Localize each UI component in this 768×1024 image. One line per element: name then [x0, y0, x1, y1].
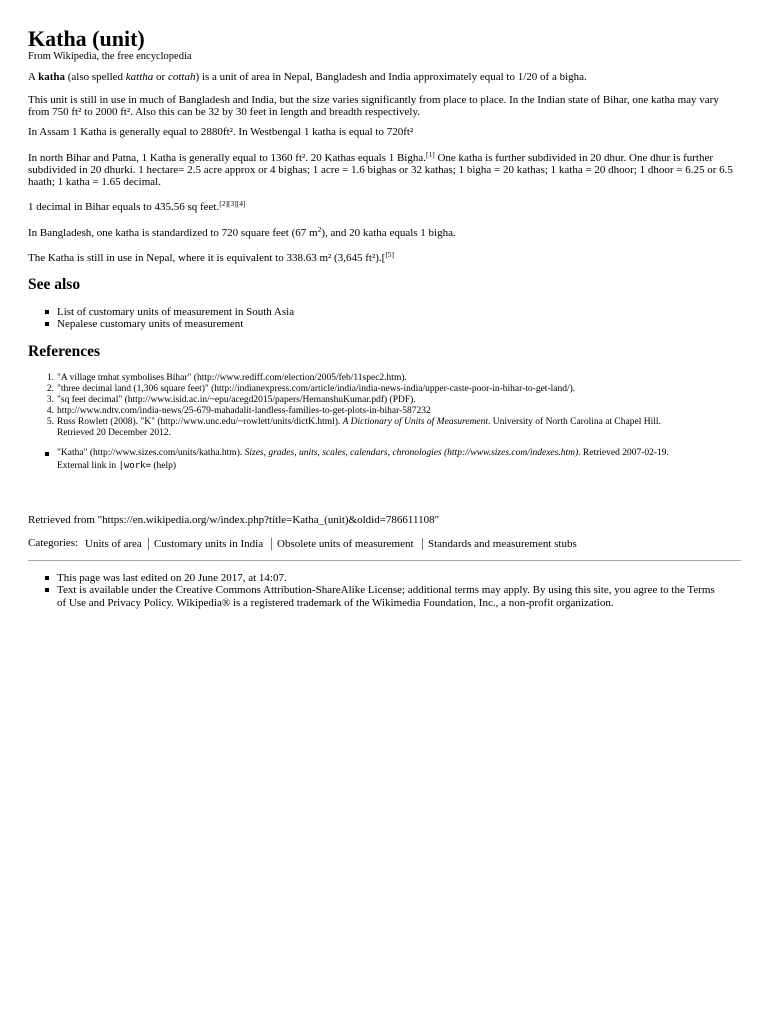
error-param: |work=: [118, 461, 151, 471]
license-text-line2[interactable]: of Use and Privacy Policy. Wikipedia® is a registered trademark of the Wikimedia Foundation, Inc., a non-profit organization.: [57, 597, 614, 609]
intro-alt-spelling-1: kattha: [125, 71, 154, 83]
reference-item[interactable]: "sq feet decimal" (http://www.isid.ac.in/~epu/acegd2015/papers/HemanshuKumar.pdf) (PDF).: [57, 395, 416, 405]
paragraph-decimal: [28, 201, 738, 213]
category-separator: [271, 538, 272, 550]
intro-paragraph: [28, 71, 738, 83]
superscript-2: 2: [317, 225, 322, 234]
reference-text-b: . University of North Carolina at Chapel Hill.: [488, 417, 661, 427]
reference-number: 3.: [46, 395, 54, 405]
categories-label[interactable]: Categories:: [28, 537, 79, 549]
intro-text-c: ) is a unit of area in Nepal, Bangladesh and India approximately equal to 1/20 of a bigha.: [195, 71, 587, 83]
reference-item[interactable]: "A village tmhat symbolises Bihar" (http://www.rediff.com/election/2005/feb/11spec2.htm).: [57, 373, 407, 383]
north-bihar-text-b: One katha is further subdivided in 20 dhur. One dhur is further subdivided in 20 dhurki. 1 hectare= 2.5 acre approx or 4 bighas; 1 acre = 1.6 bighas or 32 kathas; 1 bigha = 20 kathas; 1 katha = 20 dhoor; 1 dhoor = 6.25 or 6.5 haath; 1 katha = 1.65 decimal.: [28, 152, 733, 188]
citation-link[interactable]: [5]: [385, 250, 395, 259]
reference-item[interactable]: "three decimal land (1,306 square feet)" (http://indianexpress.com/article/india/india-news-india/upper-caste-poor-in-bihar-to-get-land/).: [57, 384, 576, 394]
see-also-link[interactable]: Nepalese customary units of measurement: [57, 318, 244, 330]
reference-number: 1.: [46, 373, 54, 383]
reference-work-title: A Dictionary of Units of Measurement: [342, 417, 489, 427]
category-link[interactable]: Units of area: [85, 538, 142, 550]
error-text: External link in: [57, 461, 119, 471]
nepal-text: The Katha is still in use in Nepal, where it is equivalent to 338.63 m² (3,645 ft²).[: [28, 252, 386, 264]
references-heading: References: [28, 343, 101, 360]
see-also-link[interactable]: List of customary units of measurement in South Asia: [57, 306, 295, 318]
reference-number: 4.: [46, 406, 54, 416]
bullet-icon: [45, 576, 49, 580]
footer-divider: [28, 560, 741, 561]
bangladesh-text-a: In Bangladesh, one katha is standardized to 720 square feet (67 m: [28, 227, 318, 239]
reference-item[interactable]: [57, 417, 661, 428]
bullet-icon: [45, 322, 49, 326]
category-link[interactable]: Obsolete units of measurement: [277, 538, 414, 550]
paragraph-assam: In Assam 1 Katha is generally equal to 2880ft². In Westbengal 1 katha is equal to 720ft²: [28, 126, 414, 138]
extra-reference-text-b: . Retrieved 2007-02-19.: [578, 448, 669, 458]
see-also-heading: See also: [28, 276, 81, 293]
page-title: Katha (unit): [28, 26, 145, 51]
decimal-text: 1 decimal in Bihar equals to 435.56 sq feet.: [28, 201, 220, 213]
bullet-icon: [45, 452, 49, 456]
paragraph-nepal: [28, 252, 738, 264]
help-link[interactable]: (help): [151, 461, 177, 471]
intro-alt-spelling-2: cottah: [167, 71, 196, 83]
citation-link[interactable]: [2][3][4]: [219, 199, 246, 208]
extra-reference-text-a: "Katha" (http://www.sizes.com/units/katha.htm).: [57, 448, 245, 458]
license-text-line1[interactable]: Text is available under the Creative Commons Attribution-ShareAlike License; additional terms may apply. By using this site, you agree to the Terms: [57, 584, 715, 596]
reference-number: 2.: [46, 384, 54, 394]
reference-text-a: Russ Rowlett (2008). "K" (http://www.unc.edu/~rowlett/units/dictK.html).: [57, 417, 343, 427]
intro-text-or: or: [153, 71, 168, 83]
bullet-icon: [45, 588, 49, 592]
intro-term: katha: [38, 71, 65, 83]
category-separator: [422, 538, 423, 550]
paragraph-bangladesh: [28, 227, 738, 239]
cs1-error-message: [57, 461, 176, 472]
north-bihar-text-a: In north Bihar and Patna, 1 Katha is generally equal to 1360 ft². 20 Kathas equals 1 Bigha.: [28, 152, 426, 164]
category-separator: [148, 538, 149, 550]
paragraph-usage: This unit is still in use in much of Bangladesh and India, but the size varies significantly from place to place. In the Indian state of Bihar, one katha may vary from 750 ft² to 2000 ft². Also this can be 32 by 30 feet in length and breadth respectively.: [28, 94, 719, 118]
reference-item[interactable]: http://www.ndtv.com/india-news/25-679-mahadalit-landless-families-to-get-plots-in-bihar-587232: [57, 406, 431, 416]
page-subtitle: From Wikipedia, the free encyclopedia: [28, 51, 192, 62]
bangladesh-text-b: ), and 20 katha equals 1 bigha.: [321, 227, 456, 239]
intro-text-a: A: [28, 71, 39, 83]
paragraph-north-bihar: [28, 152, 738, 188]
last-edited: This page was last edited on 20 June 2017, at 14:07.: [57, 572, 287, 584]
bullet-icon: [45, 310, 49, 314]
category-link[interactable]: Customary units in India: [154, 538, 264, 550]
intro-text-b: (also spelled: [65, 71, 126, 83]
retrieved-from: Retrieved from "https://en.wikipedia.org/w/index.php?title=Katha_(unit)&oldid=786611108": [28, 514, 440, 526]
extra-reference[interactable]: [57, 448, 669, 459]
reference-retrieved: Retrieved 20 December 2012.: [57, 428, 171, 438]
extra-reference-work: Sizes, grades, units, scales, calendars, chronologies (http://www.sizes.com/indexes.htm): [244, 448, 579, 458]
category-link[interactable]: Standards and measurement stubs: [428, 538, 577, 550]
reference-number: 5.: [46, 417, 54, 427]
citation-link[interactable]: [1]: [425, 150, 435, 159]
